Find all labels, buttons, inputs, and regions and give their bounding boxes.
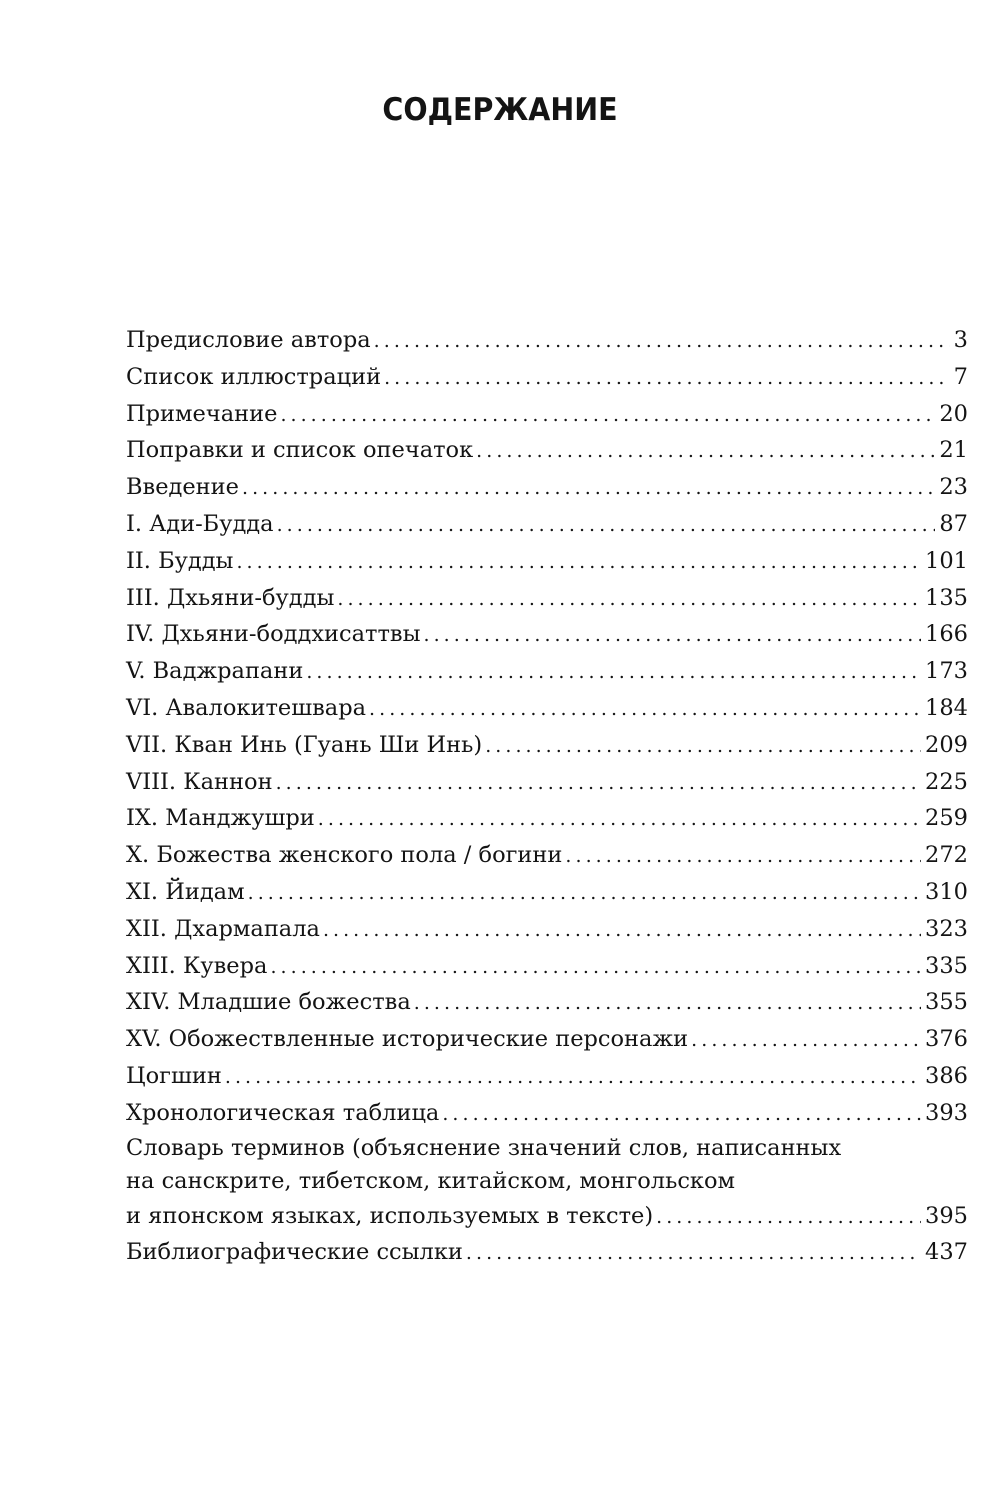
toc-entry-label: XIII. Кувера bbox=[126, 952, 268, 979]
toc-entry-page: 173 bbox=[925, 658, 968, 685]
toc-entry-label: XV. Обожествленные исторические персонажи bbox=[126, 1026, 689, 1053]
toc-entry-page: 87 bbox=[939, 510, 968, 537]
toc-entry bbox=[126, 543, 968, 580]
toc-entry-page: 259 bbox=[925, 805, 968, 832]
dot-leader bbox=[565, 838, 921, 875]
toc-entry-label: V. Ваджрапани bbox=[126, 658, 304, 685]
toc-entry bbox=[126, 727, 968, 764]
dot-leader bbox=[442, 1096, 921, 1133]
toc-entry-page: 101 bbox=[925, 547, 968, 574]
dot-leader bbox=[276, 765, 921, 802]
toc-entry-label: Цогшин bbox=[126, 1062, 222, 1089]
toc-entry-label: Поправки и список опечаток bbox=[126, 437, 474, 464]
dot-leader bbox=[306, 654, 921, 691]
toc-entry bbox=[126, 1095, 968, 1132]
toc-entry-page: 3 bbox=[953, 327, 968, 353]
toc-entry-label: XII. Дхармапала bbox=[126, 915, 320, 942]
toc-entry-page: 437 bbox=[925, 1238, 968, 1265]
dot-leader bbox=[466, 1235, 921, 1272]
toc-entry-page: 184 bbox=[925, 694, 968, 721]
toc-entry-page: 21 bbox=[939, 437, 968, 464]
toc-entry-label: Библиографические ссылки bbox=[126, 1238, 463, 1265]
toc-entry-page: 395 bbox=[925, 1202, 968, 1229]
toc-entry-label: XI. Йидам bbox=[126, 878, 245, 905]
toc-entry-page: 166 bbox=[925, 621, 968, 648]
toc-entry bbox=[126, 800, 968, 837]
dot-leader bbox=[277, 507, 936, 544]
toc-entry-page: 310 bbox=[925, 878, 968, 905]
dot-leader bbox=[424, 617, 922, 654]
toc-entry-label: Хронологическая таблица bbox=[126, 1099, 440, 1126]
toc-entry bbox=[126, 690, 968, 727]
dot-leader bbox=[270, 949, 921, 986]
toc-entry bbox=[126, 432, 968, 469]
toc-entry-page: 323 bbox=[925, 915, 968, 942]
toc-entry bbox=[126, 1021, 968, 1058]
glossary-last-line bbox=[126, 1198, 968, 1234]
dot-leader bbox=[369, 691, 921, 728]
toc-entry-page: 20 bbox=[939, 400, 968, 427]
dot-leader bbox=[337, 581, 921, 618]
dot-leader bbox=[485, 728, 921, 765]
toc-entry bbox=[126, 764, 968, 801]
toc-entry bbox=[126, 322, 968, 359]
toc-entry bbox=[126, 506, 968, 543]
dot-leader bbox=[248, 875, 921, 912]
toc-entry-label: VI. Авалокитешвара bbox=[126, 694, 367, 721]
toc-entry-label: X. Божества женского пола / богини bbox=[126, 842, 563, 869]
toc-entry bbox=[126, 948, 968, 985]
dot-leader bbox=[318, 801, 921, 838]
toc-entry-label: IV. Дхьяни-боддхисаттвы bbox=[126, 621, 421, 648]
page-title: СОДЕРЖАНИЕ bbox=[382, 92, 618, 128]
toc-entry-page: 335 bbox=[925, 952, 968, 979]
toc-entry bbox=[126, 984, 968, 1021]
dot-leader bbox=[414, 985, 921, 1022]
toc-entry bbox=[126, 580, 968, 617]
dot-leader bbox=[384, 360, 950, 397]
glossary-line-2: на санскрите, тибетском, китайском, монгольском bbox=[126, 1167, 736, 1194]
toc-entry bbox=[126, 653, 968, 690]
toc-entry-page: 393 bbox=[925, 1099, 968, 1126]
toc-entry-glossary bbox=[126, 1132, 968, 1234]
table-of-contents bbox=[126, 322, 968, 1270]
dot-leader bbox=[476, 433, 935, 470]
dot-leader bbox=[323, 912, 921, 949]
toc-entry bbox=[126, 911, 968, 948]
toc-entry-label: II. Будды bbox=[126, 547, 234, 574]
toc-entry bbox=[126, 1058, 968, 1095]
toc-entry bbox=[126, 359, 968, 396]
toc-entry-label: Список иллюстраций bbox=[126, 363, 382, 390]
toc-entry-label: III. Дхьяни-будды bbox=[126, 584, 335, 611]
toc-entry bbox=[126, 616, 968, 653]
toc-entry-page: 23 bbox=[939, 474, 968, 501]
toc-entry-label: I. Ади-Будда bbox=[126, 510, 274, 537]
dot-leader bbox=[225, 1059, 921, 1096]
toc-entry-label: Введение bbox=[126, 474, 239, 501]
dot-leader bbox=[656, 1199, 921, 1235]
toc-entry-page: 225 bbox=[925, 768, 968, 795]
glossary-line-3: и японском языках, используемых в тексте) bbox=[126, 1202, 654, 1229]
toc-entry-page: 135 bbox=[925, 584, 968, 611]
toc-entry bbox=[126, 396, 968, 433]
toc-entry-label: XIV. Младшие божества bbox=[126, 989, 411, 1016]
dot-leader bbox=[691, 1022, 921, 1059]
dot-leader bbox=[374, 323, 950, 360]
toc-entry bbox=[126, 837, 968, 874]
toc-entry-page: 272 bbox=[925, 842, 968, 869]
toc-entry-page: 376 bbox=[925, 1026, 968, 1053]
toc-entry-label: VIII. Каннон bbox=[126, 768, 273, 795]
dot-leader bbox=[236, 544, 921, 581]
glossary-line-1: Словарь терминов (объяснение значений слов, написанных bbox=[126, 1134, 842, 1161]
toc-entry-page: 7 bbox=[953, 363, 968, 390]
toc-entry-label: Предисловие автора bbox=[126, 327, 371, 353]
toc-entry-page: 355 bbox=[925, 989, 968, 1016]
dot-leader bbox=[242, 470, 935, 507]
toc-entry-bibliography bbox=[126, 1234, 968, 1271]
toc-entry-label: VII. Кван Инь (Гуань Ши Инь) bbox=[126, 731, 483, 758]
toc-entry-label: Примечание bbox=[126, 400, 278, 427]
toc-entry bbox=[126, 874, 968, 911]
toc-entry-page: 209 bbox=[925, 731, 968, 758]
toc-entry bbox=[126, 469, 968, 506]
toc-entry-page: 386 bbox=[925, 1062, 968, 1089]
dot-leader bbox=[280, 397, 935, 434]
toc-entry-label: IX. Манджушри bbox=[126, 805, 315, 832]
